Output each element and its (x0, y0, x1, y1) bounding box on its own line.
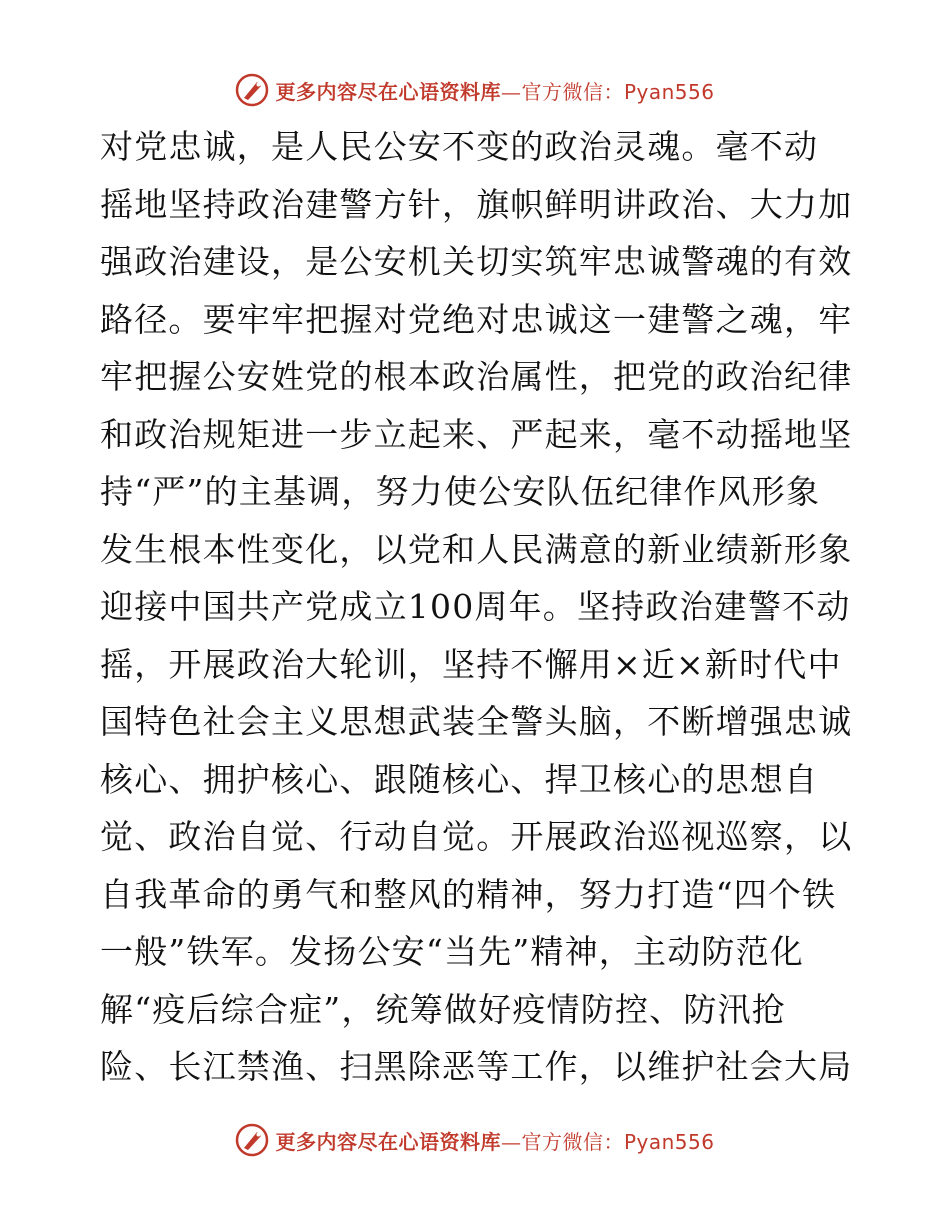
text-line: 核心、拥护核心、跟随核心、捍卫核心的思想自 (100, 759, 819, 799)
watermark-contact: 官方微信：Pyan556 (521, 79, 715, 104)
header-watermark (0, 70, 950, 110)
text-line: 发生根本性变化，以党和人民满意的新业绩新形象 (100, 529, 853, 569)
footer-watermark (0, 1120, 950, 1160)
text-line: 路径。要牢牢把握对党绝对忠诚这一建警之魂，牢 (100, 299, 853, 339)
text-line: 迎接中国共产党成立100周年。坚持政治建警不动 (100, 587, 851, 626)
text-line: 自我革命的勇气和整风的精神，努力打造“四个铁 (100, 874, 837, 914)
watermark-contact: 官方微信：Pyan556 (521, 1129, 715, 1154)
pen-nib-seal-icon (235, 73, 269, 107)
text-line: 险、长江禁渔、扫黑除恶等工作，以维护社会大局 (100, 1047, 853, 1086)
text-line: 一般”铁军。发扬公安“当先”精神，主动防范化 (100, 932, 805, 971)
text-line: 国特色社会主义思想武装全警头脑，不断增强忠诚 (100, 702, 853, 741)
text-line: 持“严”的主基调，努力使公安队伍纪律作风形象 (100, 472, 821, 511)
watermark-brand: 更多内容尽在心语资料库 (275, 79, 501, 104)
text-line: 强政治建设，是公安机关切实筑牢忠诚警魂的有效 (100, 242, 853, 281)
text-line: 解“疫后综合症”，统筹做好疫情防控、防汛抢 (100, 989, 786, 1029)
watermark-separator: — (500, 79, 522, 104)
text-line: 觉、政治自觉、行动自觉。开展政治巡视巡察，以 (100, 817, 853, 856)
text-line: 对党忠诚，是人民公安不变的政治灵魂。毫不动 (100, 127, 819, 166)
watermark-brand: 更多内容尽在心语资料库 (275, 1129, 501, 1154)
text-line: 摇地坚持政治建警方针，旗帜鲜明讲政治、大力加 (100, 184, 853, 224)
pen-nib-seal-icon (235, 1123, 269, 1157)
document-body (100, 118, 860, 1096)
text-line: 摇，开展政治大轮训，坚持不懈用×近×新时代中 (100, 644, 842, 684)
text-line: 和政治规矩进一步立起来、严起来，毫不动摇地坚 (100, 414, 853, 454)
watermark-separator: — (500, 1129, 522, 1154)
text-line: 牢把握公安姓党的根本政治属性，把党的政治纪律 (100, 357, 853, 396)
